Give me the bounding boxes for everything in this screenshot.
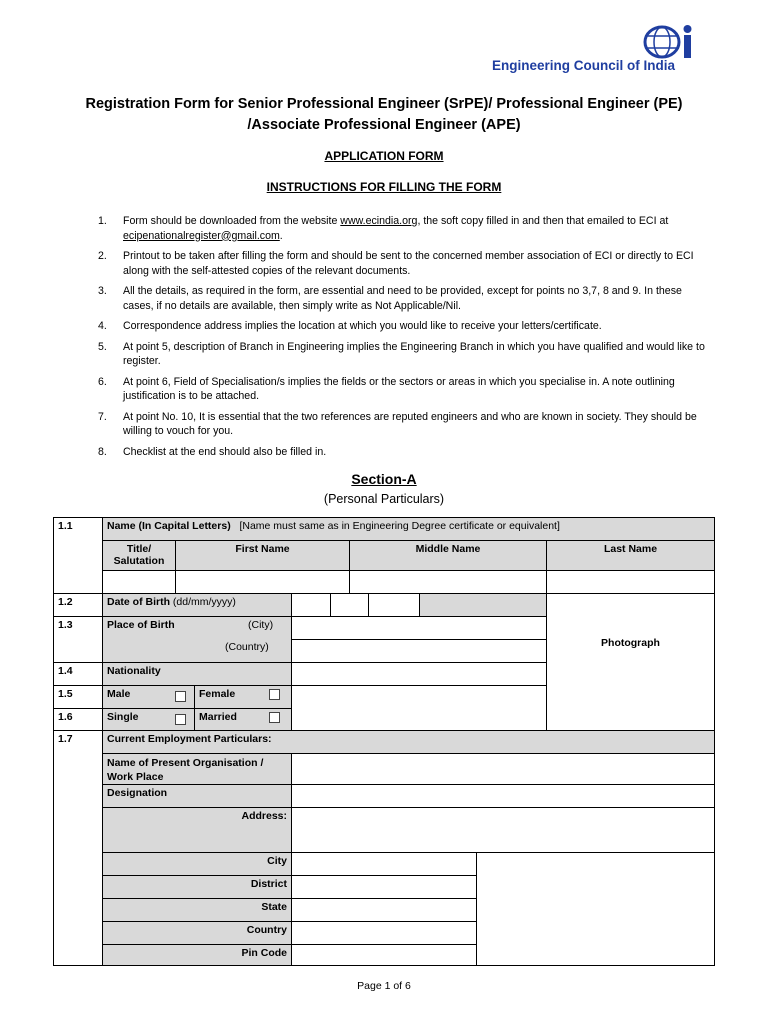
female-label: Female xyxy=(199,688,236,700)
instruction-text: Printout to be taken after filling the form and should be sent to the concerned member association of ECI or directly to ECI along with the self-attested copies of the relevant documents. xyxy=(123,250,694,277)
application-form-heading: APPLICATION FORM xyxy=(324,149,444,163)
instruction-text: . xyxy=(279,229,283,242)
dob-blank-cell xyxy=(419,593,547,617)
dob-day-input[interactable] xyxy=(291,593,331,617)
designation-label: Designation xyxy=(102,784,292,808)
instruction-text: Correspondence address implies the location at which you would like to receive your letters/certificate. xyxy=(123,320,602,332)
address-label: Address: xyxy=(102,807,292,853)
item-number: 1.1 xyxy=(53,517,103,594)
name-label: Name (In Capital Letters) xyxy=(107,520,231,532)
page-number: Page 1 of 6 xyxy=(357,980,411,992)
instruction-number: 8. xyxy=(98,445,107,458)
pob-city-label: (City) xyxy=(248,619,274,631)
first-name-input[interactable] xyxy=(175,570,350,594)
dob-month-input[interactable] xyxy=(330,593,369,617)
married-checkbox[interactable] xyxy=(269,712,280,723)
item-number: 1.5 xyxy=(53,685,103,709)
dob-year-input[interactable] xyxy=(368,593,420,617)
photograph-label: Photograph xyxy=(601,637,660,649)
item-number: 1.2 xyxy=(53,593,103,617)
country-input[interactable] xyxy=(291,921,477,945)
instruction-number: 4. xyxy=(98,320,107,332)
title-input[interactable] xyxy=(102,570,176,594)
address-input[interactable] xyxy=(291,807,715,853)
instruction-number: 3. xyxy=(98,285,107,297)
married-option xyxy=(194,708,292,731)
col-middle-name-header: Middle Name xyxy=(349,540,547,571)
instruction-text: All the details, as required in the form, are essential and need to be provided, except for points no 3,7, 8 and 9. In these cases, if no details are available, then simply write as Not Applicable/Nil. xyxy=(123,285,682,312)
instruction-number: 7. xyxy=(98,410,107,423)
single-option xyxy=(102,708,195,731)
organisation-input[interactable] xyxy=(291,753,715,785)
instruction-number: 6. xyxy=(98,375,107,388)
form-title-line-1: Registration Form for Senior Professional Engineer (SrPE)/ Professional Engineer (PE) xyxy=(85,96,683,112)
instruction-text: Form should be downloaded from the website xyxy=(123,215,341,227)
district-input[interactable] xyxy=(291,875,477,899)
designation-input[interactable] xyxy=(291,784,715,808)
instruction-text: At point 6, Field of Specialisation/s implies the fields or the sectors or areas in which you specialise in. A note outlining justification is to be attached. xyxy=(123,375,675,402)
logo-name: Engineering Council of India xyxy=(492,58,676,73)
pob-country-label: (Country) xyxy=(225,641,269,653)
city-input[interactable] xyxy=(291,852,477,876)
married-label: Married xyxy=(199,711,237,723)
district-label: District xyxy=(102,875,292,899)
pin-code-input[interactable] xyxy=(291,944,477,966)
single-checkbox[interactable] xyxy=(175,714,186,725)
instruction-text: At point 5, description of Branch in Engineering implies the Engineering Branch in which you have qualified and would like to register. xyxy=(123,340,705,367)
item-number: 1.3 xyxy=(53,616,103,663)
address-side-blank xyxy=(476,852,715,966)
instruction-text: Checklist at the end should also be filled in. xyxy=(123,445,327,458)
city-label: City xyxy=(102,852,292,876)
pob-label: Place of Birth xyxy=(107,619,175,631)
organisation-label: Name of Present Organisation / Work Place xyxy=(102,753,292,785)
section-title: Section-A xyxy=(351,471,417,487)
email-link[interactable]: ecipenationalregister@gmail.com xyxy=(123,229,280,242)
instruction-number: 2. xyxy=(98,250,107,262)
gender-marital-blank xyxy=(291,685,547,731)
form-title-line-2: /Associate Professional Engineer (APE) xyxy=(247,117,521,133)
male-label: Male xyxy=(107,688,131,700)
instructions-heading: INSTRUCTIONS FOR FILLING THE FORM xyxy=(266,180,502,194)
pob-label-cell xyxy=(102,616,292,663)
pob-country-input[interactable] xyxy=(291,639,547,663)
single-label: Single xyxy=(107,711,139,723)
item-number: 1.6 xyxy=(53,708,103,731)
instruction-number: 1. xyxy=(98,215,107,227)
country-label: Country xyxy=(102,921,292,945)
item-number: 1.7 xyxy=(53,730,103,966)
last-name-input[interactable] xyxy=(546,570,715,594)
male-checkbox[interactable] xyxy=(175,691,186,702)
name-label-row xyxy=(102,517,715,541)
instruction-text: , the soft copy filled in and then that emailed to ECI at xyxy=(417,215,669,227)
col-title-header: Title/ Salutation xyxy=(102,540,176,571)
col-first-name-header: First Name xyxy=(175,540,350,571)
photograph-box[interactable] xyxy=(546,593,715,731)
nationality-input[interactable] xyxy=(291,662,547,686)
dob-label-cell xyxy=(102,593,292,617)
item-number: 1.4 xyxy=(53,662,103,686)
female-checkbox[interactable] xyxy=(269,689,280,700)
female-option xyxy=(194,685,292,709)
website-link[interactable]: www.ecindia.org xyxy=(340,215,418,227)
section-subtitle: (Personal Particulars) xyxy=(323,492,445,506)
state-label: State xyxy=(102,898,292,922)
instruction-number: 5. xyxy=(98,340,107,353)
male-option xyxy=(102,685,195,709)
col-last-name-header: Last Name xyxy=(546,540,715,571)
pin-code-label: Pin Code xyxy=(102,944,292,966)
middle-name-input[interactable] xyxy=(349,570,547,594)
dob-label: Date of Birth xyxy=(107,596,170,608)
instruction-text: At point No. 10, It is essential that the two references are reputed engineers and who are known in society. They should be willing to vouch for you. xyxy=(123,410,697,437)
nationality-label: Nationality xyxy=(102,662,292,686)
state-input[interactable] xyxy=(291,898,477,922)
dob-format: (dd/mm/yyyy) xyxy=(172,596,236,608)
pob-city-input[interactable] xyxy=(291,616,547,640)
employment-heading: Current Employment Particulars: xyxy=(102,730,715,754)
name-note: [Name must same as in Engineering Degree certificate or equivalent] xyxy=(239,520,560,532)
